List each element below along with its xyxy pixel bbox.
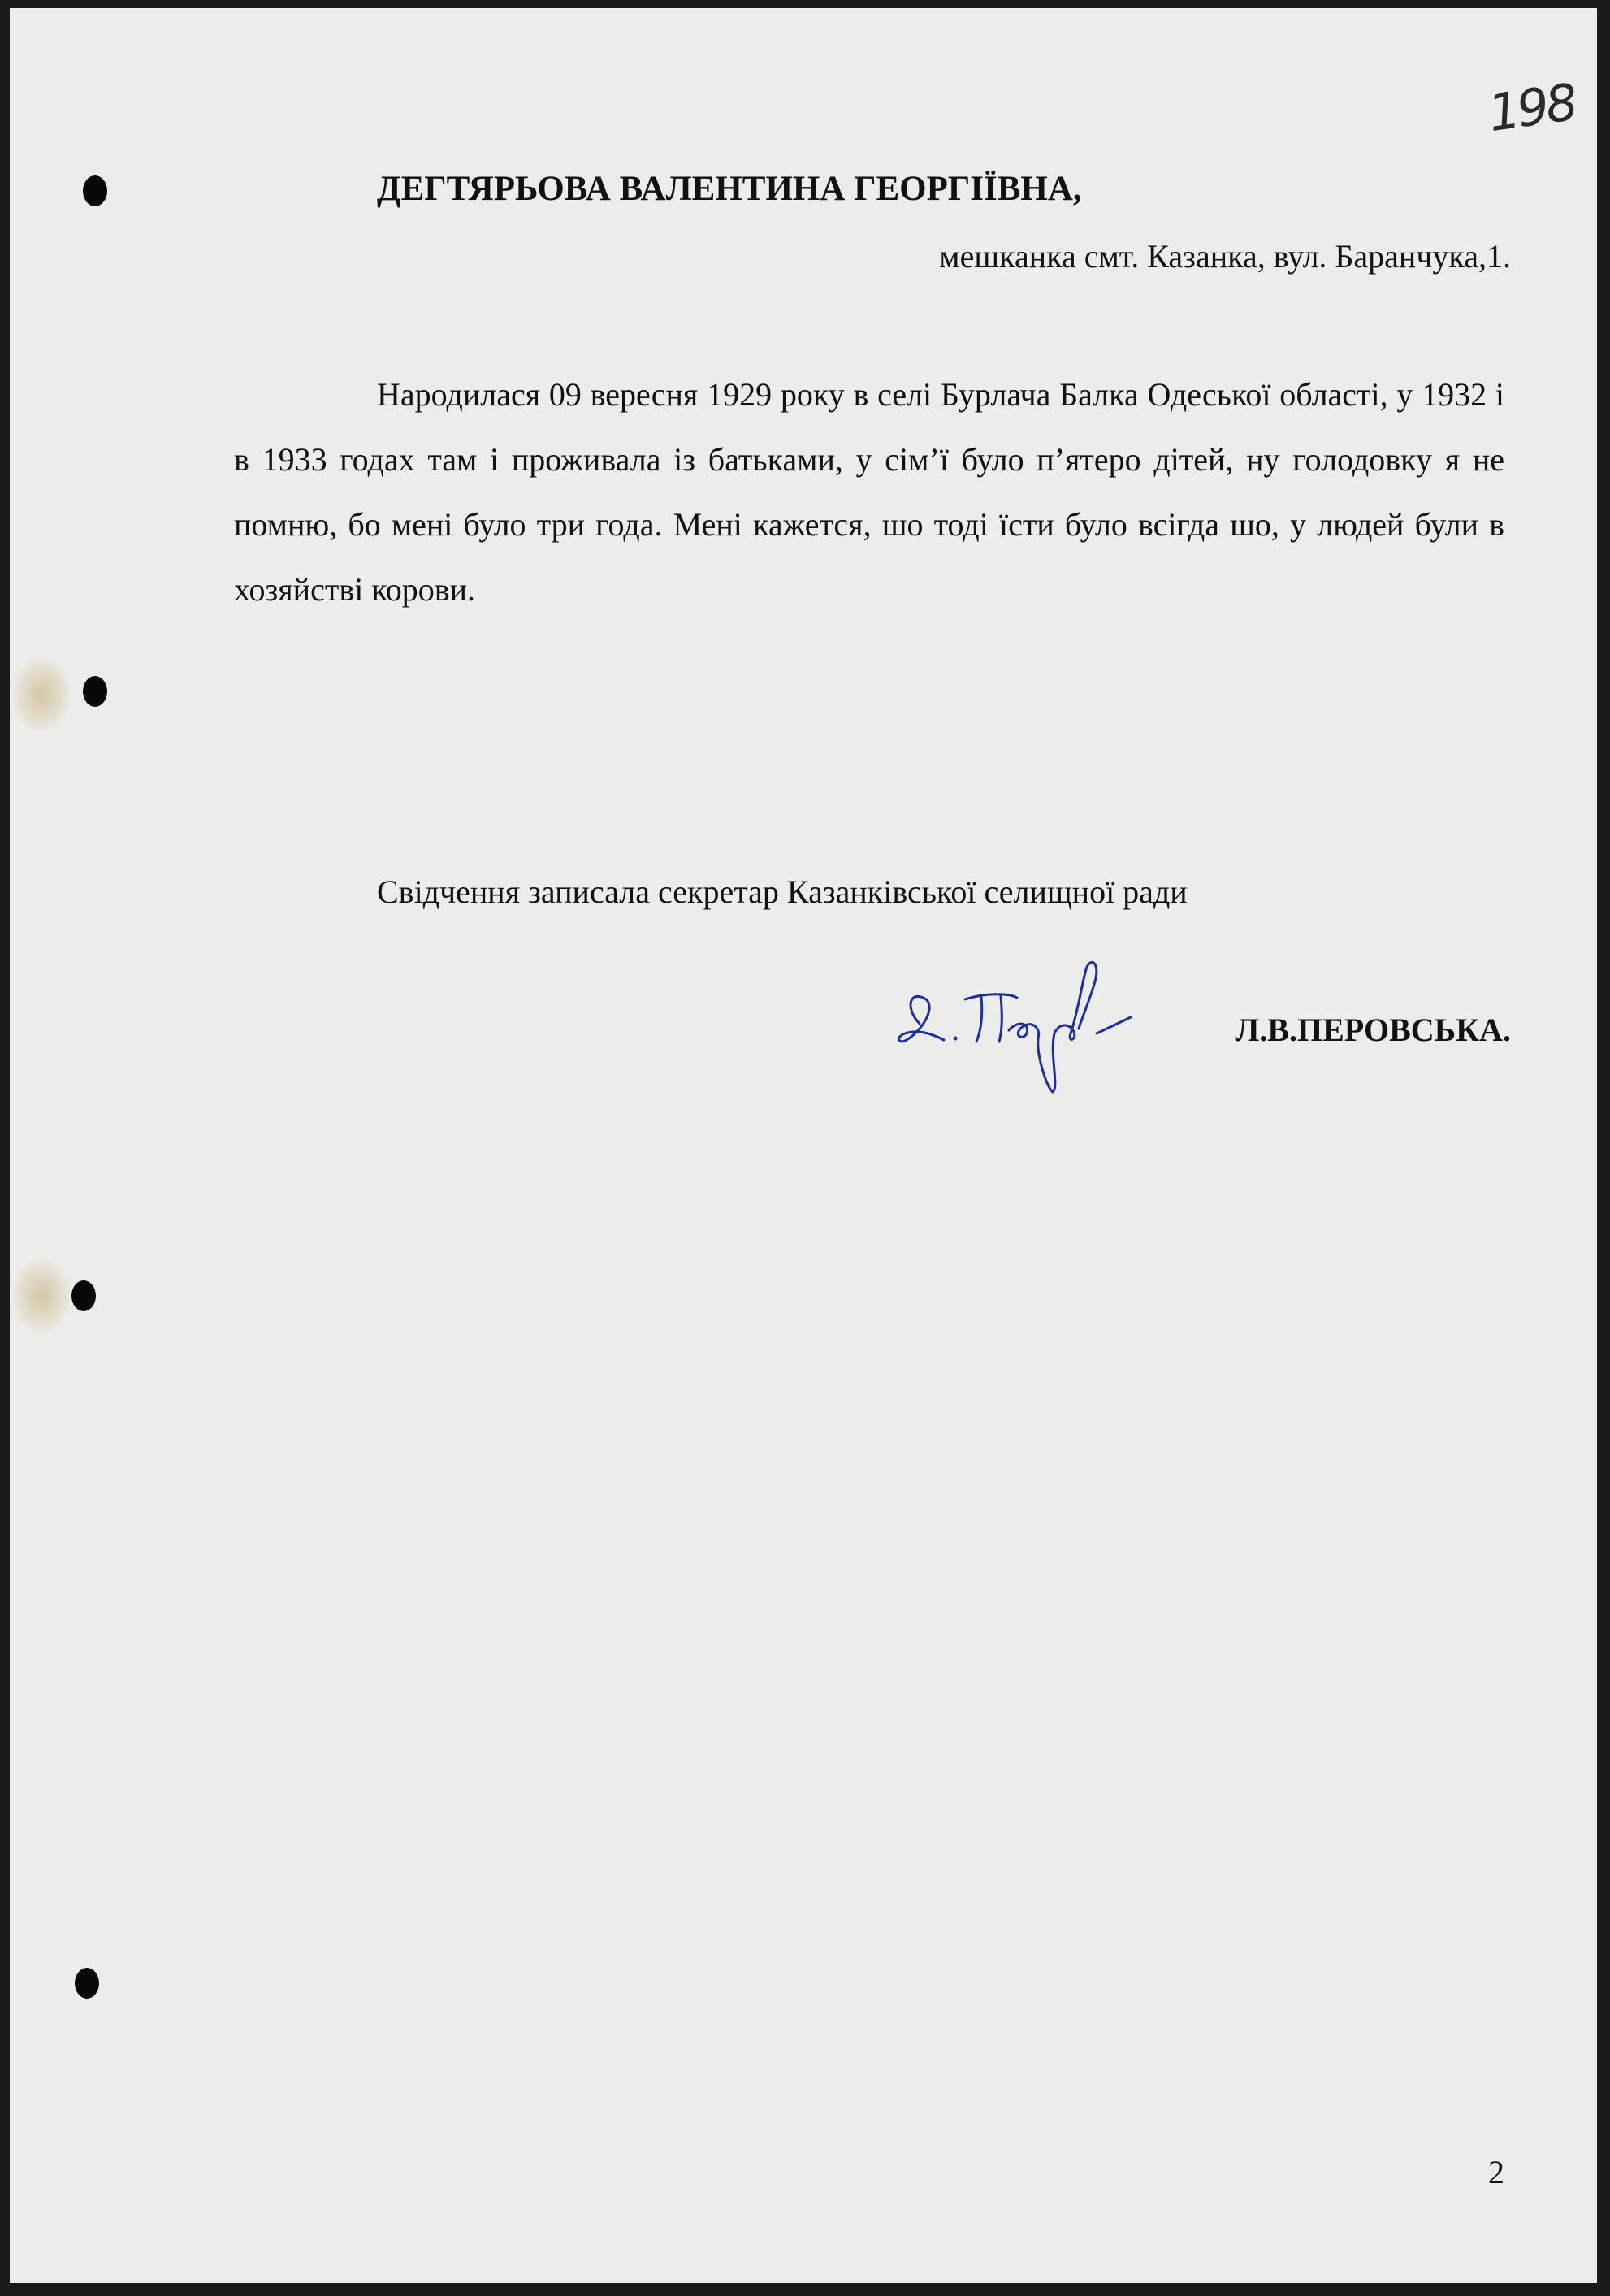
- paper-stain: [13, 1259, 70, 1332]
- signer-name: Л.В.ПЕРОВСЬКА.: [1235, 1012, 1511, 1048]
- binder-hole: [71, 1280, 96, 1311]
- document-page: [10, 8, 1597, 2283]
- witness-name-heading: ДЕГТЯРЬОВА ВАЛЕНТИНА ГЕОРГІЇВНА,: [377, 170, 1082, 208]
- binder-hole: [83, 676, 107, 707]
- binder-hole: [75, 1968, 99, 1999]
- paper-stain: [13, 658, 70, 731]
- archive-sheet-number: 198: [1484, 71, 1578, 144]
- binder-hole: [83, 175, 107, 206]
- handwritten-signature: [887, 949, 1155, 1103]
- testimony-paragraph: Народилася 09 вересня 1929 року в селі Бурлача Балка Одеської області, у 1932 і в 1933 годах там і проживала із батьками, у сім’ї було п’ятеро дітей, ну голодовку я не помню, бо мені було три года. Мені кажется, шо тоді їсти було всігда шо, у людей були в хозяйстві корови.: [234, 376, 1504, 608]
- witness-address: мешканка смт. Казанка, вул. Баранчука,1.: [939, 238, 1511, 275]
- recorded-by-line: Свідчення записала секретар Казанківської селищної ради: [377, 873, 1188, 910]
- page-number: 2: [1488, 2154, 1504, 2190]
